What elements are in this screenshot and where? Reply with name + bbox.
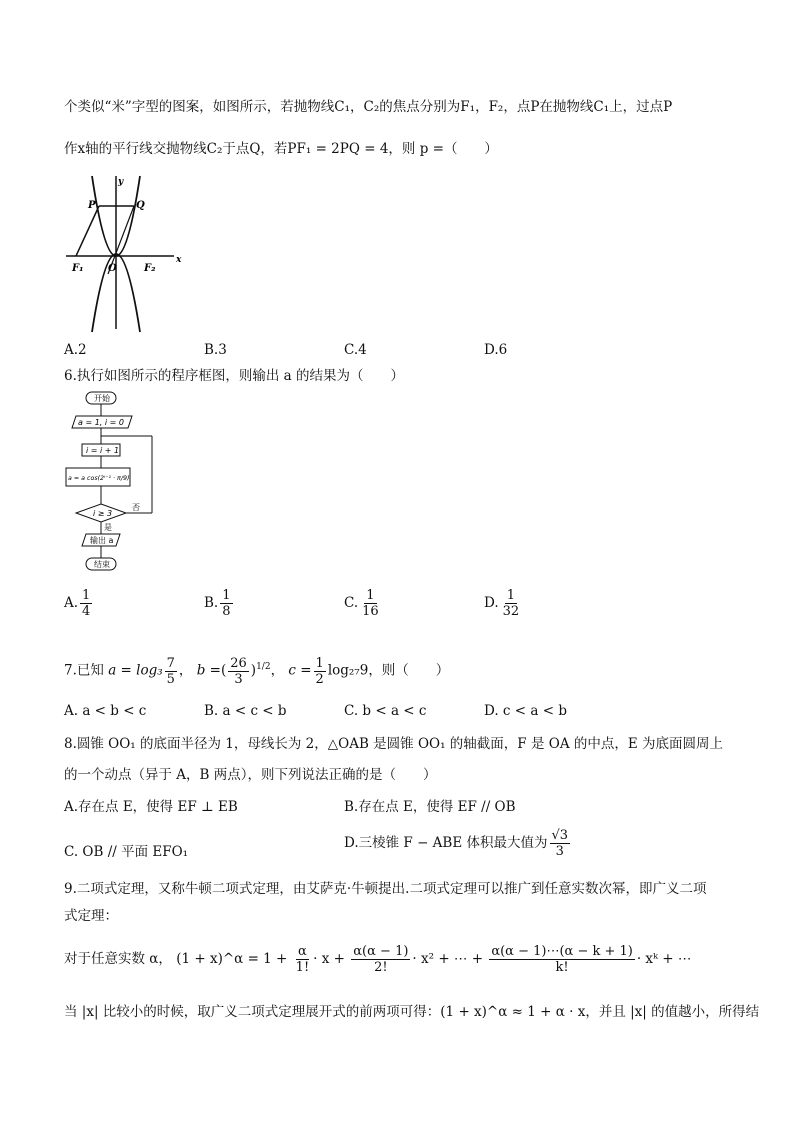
q8-line2: 的一个动点（异于 A，B 两点），则下列说法正确的是（ ） (64, 767, 437, 783)
q9-line2: 式定理： (64, 908, 118, 924)
label-x: x (176, 255, 182, 265)
label-p: P (88, 200, 96, 211)
flow-no-text: 否 (132, 503, 140, 512)
q5-option-d[interactable]: D.6 (484, 342, 508, 358)
q6-stem: 6.执行如图所示的程序框图，则输出 a 的结果为（ ） (64, 368, 405, 384)
q8-option-a[interactable]: A.存在点 E，使得 EF ⊥ EB (64, 799, 238, 815)
q5-line1: 个类似“米”字型的图案，如图所示，若抛物线C₁，C₂的焦点分别为F₁，F₂，点P在抛物线C₁上，过点P (64, 99, 673, 115)
q9-line-last: 当 |x| 比较小的时候，取广义二项式定理展开式的前两项可得：(1 + x)^α ≈ 1 + α · x，并且 |x| 的值越小，所得结 (64, 1004, 760, 1020)
flow-assign-text: a = a cos(2ⁱ⁻¹ · π/9) (68, 475, 130, 482)
q6-option-a[interactable] (64, 588, 94, 619)
q8-option-d-label: D.三棱锥 F − ABE 体积最大值为 (344, 835, 548, 851)
flow-start-text: 开始 (94, 394, 110, 403)
flow-cond-text: i ≥ 3 (93, 509, 113, 518)
flow-end-text: 结束 (94, 560, 110, 569)
q7-option-d[interactable]: D. c < a < b (484, 703, 567, 719)
q7-stem: 7.已知 a = log₃ $\frac{7}{5}$ ， b =( $\frac{26}{3}$ )$^{1/2}$， c = $\frac{1}{2}$ log₂₇9，则（ ） (64, 655, 450, 687)
q8-option-d[interactable] (344, 828, 572, 859)
q5-line2: 作x轴的平行线交抛物线C₂于点Q，若PF₁ = 2PQ = 4，则 p =（ ） (64, 141, 498, 157)
label-o: O (108, 263, 117, 274)
q9-formula: 对于任意实数 α， (1 + x)^α = 1 + $\frac{\alpha}{1!}$ · x + $\frac{\alpha(\alpha - 1)}{2!}$ · x² + ⋯ + $\frac{\alpha(\alpha - 1)\cdots(\alpha - k + 1)}{k!}$ · xᵏ + ⋯ (64, 944, 692, 975)
q6-option-c-frac: $\frac{1}{16}$ (362, 588, 379, 619)
q8-option-d-frac: $\frac{√3}{3}$ (551, 828, 569, 859)
q6-option-a-frac: $\frac{1}{4}$ (82, 588, 91, 619)
flow-output-text: 输出 a (90, 536, 114, 545)
q6-option-d[interactable] (484, 588, 523, 619)
q5-option-a[interactable]: A.2 (64, 342, 87, 358)
q6-option-d-frac: $\frac{1}{32}$ (502, 588, 520, 619)
q6-option-b-label: B. (204, 595, 219, 611)
q8-option-b[interactable]: B.存在点 E，使得 EF // OB (344, 799, 516, 815)
parabola-figure (64, 174, 184, 334)
q6-option-c-label: C. (344, 595, 359, 611)
q9-line1: 9.二项式定理，又称牛顿二项式定理，由艾萨克·牛顿提出.二项式定理可以推广到任意实数次幂，即广义二项 (64, 881, 707, 897)
label-q: Q (136, 200, 145, 211)
q7-option-b[interactable]: B. a < c < b (204, 703, 287, 719)
segment-pf1 (76, 206, 99, 256)
flow-init-text: a = 1, i = 0 (78, 418, 124, 427)
flow-inc-text: i = i + 1 (86, 446, 120, 455)
q6-option-a-label: A. (64, 595, 79, 611)
q7-option-a[interactable]: A. a < b < c (64, 703, 147, 719)
flow-yes-text: 是 (104, 523, 112, 532)
q7-option-c[interactable]: C. b < a < c (344, 703, 427, 719)
label-f1: F₁ (72, 263, 84, 274)
q5-option-c[interactable]: C.4 (344, 342, 367, 358)
q5-option-b[interactable]: B.3 (204, 342, 227, 358)
label-f2: F₂ (144, 263, 156, 274)
q8-line1: 8.圆锥 OO₁ 的底面半径为 1，母线长为 2，△OAB 是圆锥 OO₁ 的轴截面，F 是 OA 的中点，E 为底面圆周上 (64, 736, 724, 752)
flowchart-figure (64, 390, 164, 576)
q6-option-d-label: D. (484, 595, 499, 611)
q6-option-b[interactable] (204, 588, 235, 619)
q8-option-c[interactable]: C. OB // 平面 EFO₁ (64, 844, 189, 860)
q6-option-c[interactable] (344, 588, 383, 619)
q6-option-b-frac: $\frac{1}{8}$ (222, 588, 231, 619)
label-y: y (118, 177, 124, 187)
